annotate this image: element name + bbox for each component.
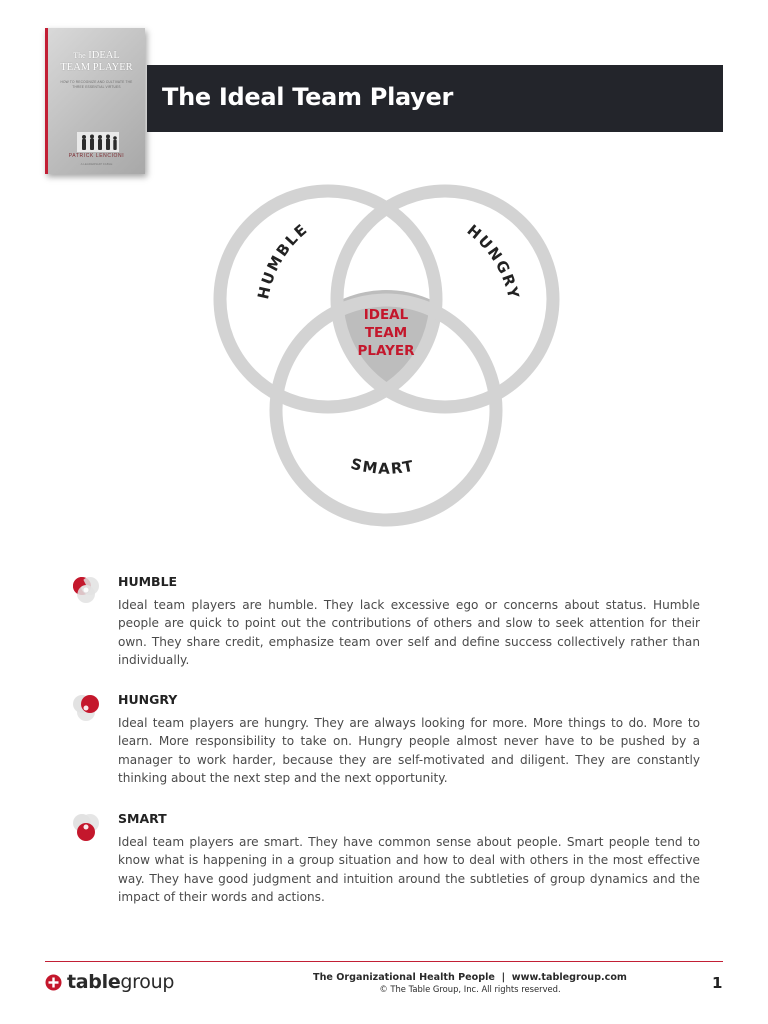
silhouettes-icon [77,132,119,152]
smart-venn-icon [70,811,102,845]
footer-divider [45,961,723,962]
book-title-team-player: TEAM PLAYER [60,62,133,73]
hungry-venn-icon [70,692,102,726]
venn-label-humble: HUMBLE [254,219,312,301]
footer-copyright: © The Table Group, Inc. All rights reserved. [379,984,561,994]
book-author: PATRICK LENCIONI [68,153,125,159]
book-title [48,50,145,74]
book-title-the: The [73,51,86,60]
logo-text-bold: table [67,971,121,993]
footer-tagline: The Organizational Health People | www.tablegroup.com [313,972,627,983]
footer-info [300,972,640,994]
page-title: The Ideal Team Player [162,83,454,111]
section-title-hungry: HUNGRY [118,692,178,707]
section-text-humble: Ideal team players are humble. They lack excessive ego or concerns about status. Humble people are quick to point out the contributions of others and slow to seek attention for their own. They share credit, emphasize team over self and define success collectively rather than individually. [118,598,700,668]
logo-text-light: group [120,971,175,993]
section-smart [70,811,700,911]
section-hungry [70,692,700,792]
humble-venn-icon [70,574,102,608]
venn-center-line-2: TEAM [364,325,408,341]
book-subtitle: HOW TO RECOGNIZE AND CULTIVATE THE THREE ESSENTIAL VIRTUES [60,80,133,89]
section-title-humble: HUMBLE [118,574,178,589]
section-humble [70,574,700,674]
venn-center-line-1: IDEAL [363,307,409,323]
venn-label-hungry: HUNGRY [463,221,523,302]
title-bar [147,65,723,132]
book-cover [45,28,145,174]
svg-text:HUMBLE [254,219,312,300]
venn-label-smart: SMART [348,454,416,478]
svg-text:HUNGRY [464,221,523,302]
page-number: 1 [712,974,723,992]
section-title-smart: SMART [118,811,167,826]
plus-circle-icon [45,974,62,991]
svg-text:SMART [349,455,416,478]
book-title-ideal: IDEAL [88,50,120,61]
venn-center-line-3: PLAYER [357,343,415,359]
section-text-smart: Ideal team players are smart. They have common sense about people. Smart people tend to know what is happening in a group situation and how to deal with others in the most effective way. They have good judgment and intuition around the subtleties of group dynamics and the impact of their words and actions. [118,835,700,905]
venn-center-label [340,306,432,360]
section-text-hungry: Ideal team players are hungry. They are always looking for more. More things to do. More to learn. More responsibility to take on. Hungry people almost never have to be pushed by a manager to work harder, because they are self-motivated and diligent. They are constantly thinking about the next step and the next opportunity. [118,716,700,786]
book-footer: A LEADERSHIP FABLE [80,162,113,166]
table-group-logo[interactable] [45,970,174,994]
